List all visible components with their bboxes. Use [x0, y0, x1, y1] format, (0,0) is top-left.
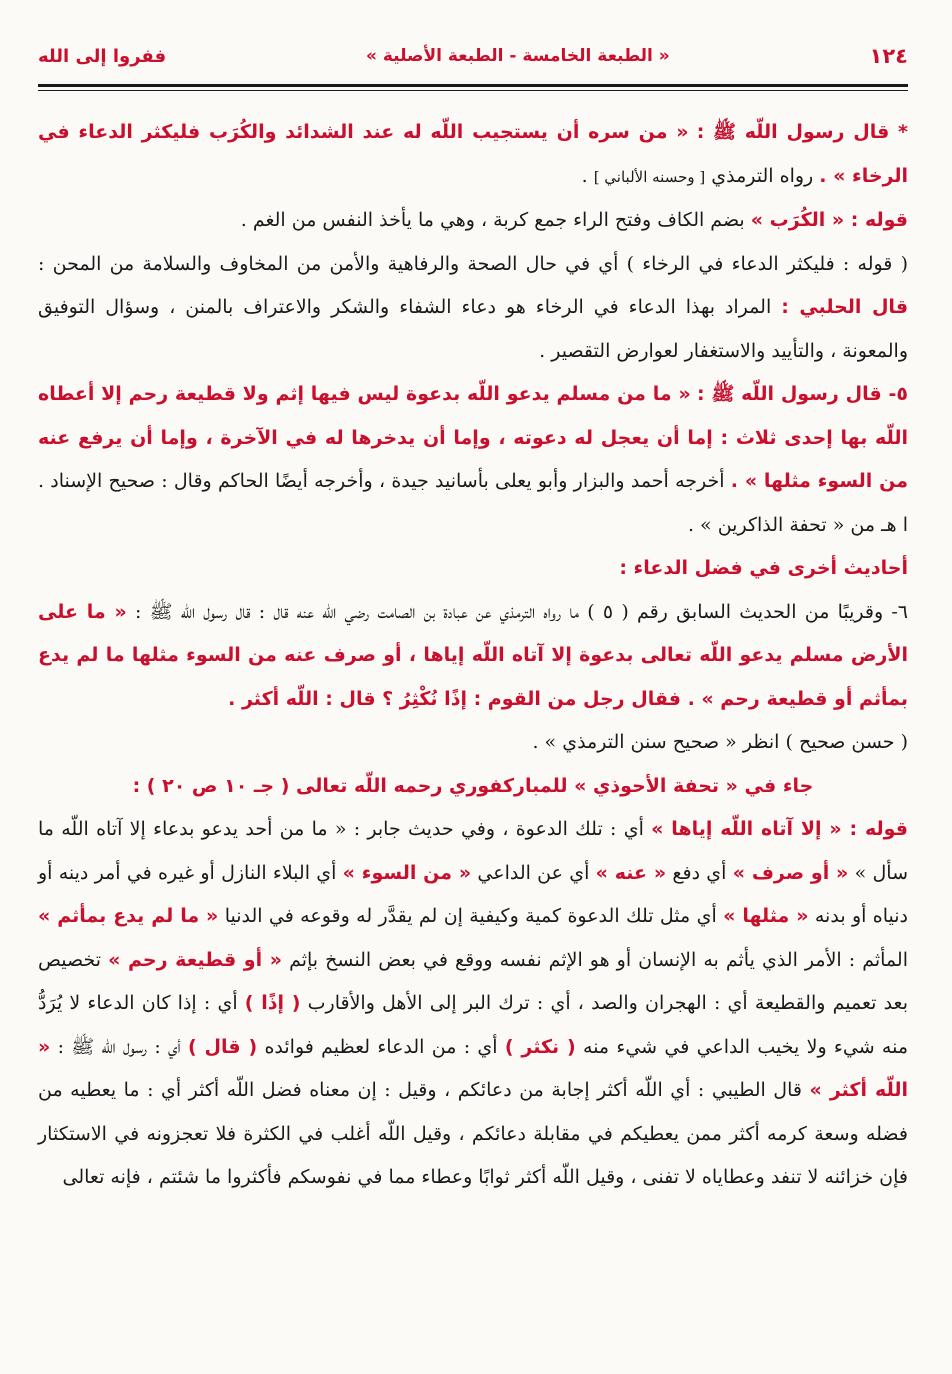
hadith-source: رواه الترمذي — [711, 164, 814, 187]
paragraph-hadith-intro — [38, 111, 908, 199]
commentary-text: أي : من الدعاء لعظيم فوائده — [264, 1035, 498, 1058]
paragraph-tuhfa-commentary — [38, 808, 908, 1200]
commentary-text: أي دفع — [672, 861, 727, 884]
quote-term: ( نكثر ) — [504, 1035, 576, 1058]
quote-term: « أو قطيعة رحم » — [108, 948, 282, 971]
scholar-label: قال الحلبي : — [781, 296, 909, 318]
hadith-text: « ما من مسلم يدعو اللّه بدعوة ليس فيها إثم ولا قطيعة رحم إلا أعطاه اللّه بها إحدى ثلاث : إما أن يعجل له دعوته ، وإما أن يدخرها له في الآخرة ، وإما أن يرفع عنه من السوء مثلها » . — [38, 383, 908, 492]
commentary-text: المأثم : الأمر الذي يأثم به الإنسان أو هو الإثم نفسه ووقع في بعض النسخ بإثم — [289, 948, 908, 971]
paragraph-hadith-6 — [38, 591, 908, 722]
quote-term: « عنه » — [595, 861, 667, 884]
paragraph-commentary — [38, 243, 908, 374]
page-header — [38, 36, 908, 76]
hadith-text: « من سره أن يستجيب اللّه له عند الشدائد والكُرَب فليكثر الدعاء في الرخاء » . — [38, 121, 908, 187]
edition-label: « الطبعة الخامسة - الطبعة الأصلية » — [365, 46, 670, 66]
section-heading-text: جاء في « تحفة الأحوذي » للمباركفوري رحمه اللّه تعالى ( جـ ١٠ ص ٢٠ ) : — [132, 774, 814, 797]
hadith-grading: [ وحسنه الألباني ] — [593, 167, 706, 186]
quote-term: « من السوء » — [342, 861, 472, 884]
commentary-text: قال الطيبي : أي اللّه أكثر إجابة من دعائكم ، وقيل : إن معناه فضل اللّه أكثر أي : ما يعطيه من فضله وسعة كرمه أكثر ممن يعطيكم في مقابلة دعائكم ، وقيل اللّه أغلب في الكثرة فلا تعجزونه في الاستكثار فإن خزائنه لا تنفد وعطاياه لا تفنى ، وقيل اللّه أكثر ثوابًا وعطاء مما في نفوسكم فأكثروا ما شئتم ، فإنه تعالى — [38, 1079, 908, 1188]
quote-term: « أو صرف » — [732, 861, 849, 884]
quote-term: « مثلها » — [723, 905, 809, 927]
commentary-text: تخصيص بعد تعميم والقطيعة أي : الهجران والصد ، أي : ترك البر إلى الأهل والأقارب — [38, 948, 909, 1014]
section-heading-text: أحاديث أخرى في فضل الدعاء : — [619, 557, 908, 579]
commentary-text-2: المراد بهذا الدعاء في الرخاء هو دعاء الشفاء والشكر والاعتراف بالمنن ، وسؤال التوفيق والمعونة ، والتأييد والاستغفار لعوارض التقصير . — [38, 296, 908, 362]
grading-text: ( حسن صحيح ) انظر « صحيح سنن الترمذي » . — [532, 731, 908, 753]
paragraph-hadith-5 — [38, 373, 908, 547]
paragraph-word-explanation — [38, 199, 908, 243]
explanation-text: بضم الكاف وفتح الراء جمع كربة ، وهي ما يأخذ النفس من الغم . — [240, 209, 745, 231]
hadith-lead: ٥- قال رسول اللّه ﷺ : — [696, 383, 908, 405]
hadith-intro: ٦- وقريبًا من الحديث السابق رقم ( ٥ ) ما رواه الترمذي عن عبادة بن الصامت رضي اللّه عنه قال : قال رسول اللّه ﷺ : — [134, 600, 909, 623]
commentary-text: أي : رسول اللّه ﷺ : — [57, 1035, 181, 1058]
book-title: ففروا إلى الله — [38, 45, 167, 67]
quote-term: « ما لم يدع بمأثم » — [38, 905, 219, 927]
commentary-text: أي : تلك الدعوة ، وفي حديث جابر : « ما من أحد يدعو بدعاء إلا آتاه اللّه ما سأل » — [38, 818, 909, 884]
header-rule-thin — [38, 90, 908, 91]
paragraph-end: . — [581, 164, 588, 187]
header-rule — [38, 84, 908, 87]
commentary-text: ( قوله : فليكثر الدعاء في الرخاء ) أي في حال الصحة والرفاهية والأمن من المخاوف والسلامة من المحن : — [38, 252, 908, 275]
quote-term: ( إذًا ) — [244, 992, 301, 1014]
commentary-text: أي : إذا كان الدعاء لا يُرَدُّ منه شيء ولا يخيب الداعي في شيء منه — [38, 992, 909, 1058]
hadith-lead: * قال رسول اللّه ﷺ : — [696, 121, 908, 143]
section-heading-tuhfa — [38, 765, 908, 809]
quote-label: قوله : « الكُرَب » — [750, 209, 908, 231]
commentary-text: أي عن الداعي — [477, 861, 590, 884]
hadith-text: « ما على الأرض مسلم يدعو اللّه تعالى بدعوة إلا آتاه اللّه إياها ، أو صرف عنه من السوء مثلها ما لم يدع بمأثم أو قطيعة رحم » . فقال رجل من القوم : إذًا نُكْثِرُ ؟ قال : اللّه أكثر . — [38, 600, 908, 710]
quote-label: قوله : « إلا آتاه اللّه إياها » — [651, 818, 909, 840]
commentary-text: أي البلاء النازل أو غيره في أمر دينه أو دنياه أو بدنه — [38, 861, 909, 927]
hadith-reference: أخرجه أحمد والبزار وأبو يعلى بأسانيد جيدة ، وأخرجه أيضًا الحاكم وقال : صحيح الإسناد . ا هـ من « تحفة الذاكرين » . — [38, 470, 908, 536]
quote-term: « اللّه أكثر » — [38, 1035, 908, 1101]
paragraph-grading — [38, 721, 908, 765]
page-number: ١٢٤ — [869, 44, 908, 68]
commentary-text: أي مثل تلك الدعوة كمية وكيفية إن لم يقدَّر له وقوعه في الدنيا — [224, 905, 717, 927]
quote-term: ( قال ) — [188, 1035, 258, 1058]
section-heading — [38, 547, 908, 591]
